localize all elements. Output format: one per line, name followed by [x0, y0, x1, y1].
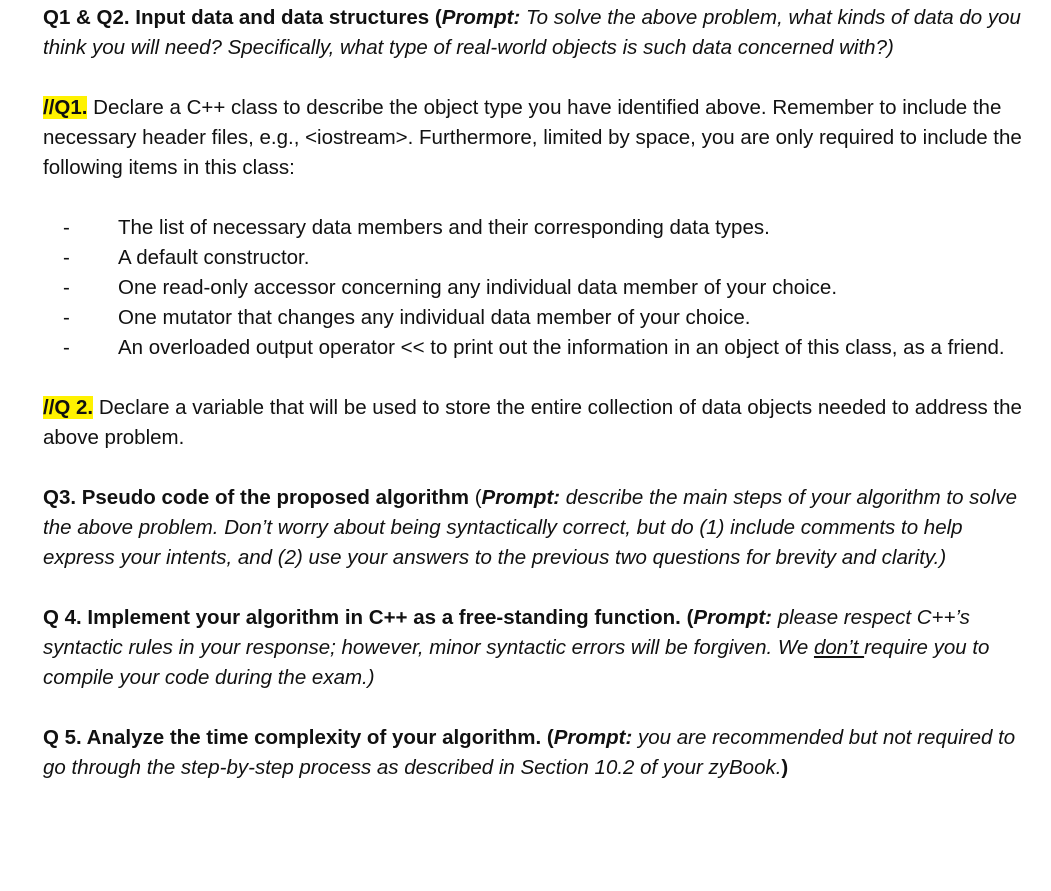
q3-title: Q3. Pseudo code of the proposed algorithm — [43, 486, 469, 509]
list-item: - One read-only accessor concerning any individual data member of your choice. — [63, 273, 1023, 303]
list-item: - A default constructor. — [63, 243, 1023, 273]
q4-title: Q 4. Implement your algorithm in C++ as a free-standing function. — [43, 606, 681, 629]
q5-prompt-text: you are recommended but not required to go through the step-by-step process as described in Section 10.2 of your zyBook. — [43, 726, 1016, 779]
q5-title: Q 5. Analyze the time complexity of your algorithm. — [43, 726, 542, 749]
q12-paren-open: ( — [434, 6, 442, 29]
q2-text: Declare a variable that will be used to store the entire collection of data objects needed to address the above problem. — [43, 396, 1022, 449]
q1-marker: //Q1. — [43, 96, 88, 119]
list-item: - The list of necessary data members and their corresponding data types. — [63, 213, 1023, 243]
list-item: - One mutator that changes any individual data member of your choice. — [63, 303, 1023, 333]
q3-prompt-text: describe the main steps of your algorithm to solve the above problem. Don’t worry about being syntactically correct, but do (1) include comments to help express your intents, and (2) use your answers to the previous two questions for brevity and clarity.) — [43, 486, 1018, 569]
q2-marker: //Q 2. — [43, 396, 94, 419]
q4-prompt-text: please respect C++’s syntactic rules in your response; however, minor syntactic errors will be forgiven. We — [43, 606, 970, 659]
q4-section — [43, 603, 1023, 693]
q12-title: Q1 & Q2. Input data and data structures — [43, 6, 430, 29]
q5-prompt-label: Prompt: — [553, 726, 633, 749]
q1-requirement-list — [43, 213, 1023, 363]
q1-section — [43, 93, 1023, 183]
q2-section — [43, 393, 1023, 453]
q3-paren-open: ( — [469, 486, 482, 509]
q4-underlined-word: don’t — [813, 636, 865, 659]
q4-prompt-label: Prompt: — [693, 606, 772, 629]
q12-section — [43, 3, 1023, 63]
q3-section — [43, 483, 1023, 573]
q12-prompt-text: To solve the above problem, what kinds of data do you think you will need? Specifically, what type of real-world objects is such data concerned with?) — [43, 6, 1021, 59]
list-item: - An overloaded output operator << to print out the information in an object of this class, as a friend. — [63, 333, 1023, 363]
q4-prompt-tail: require you to compile your code during the exam.) — [43, 636, 990, 689]
q12-prompt-label: Prompt: — [441, 6, 521, 29]
q5-paren-close: ) — [781, 756, 789, 779]
q4-paren-open: ( — [680, 606, 694, 629]
q1-text: Declare a C++ class to describe the object type you have identified above. Remember to include the necessary header files, e.g., <iostream>. Furthermore, limited by space, you are only required to include the following items in this class: — [43, 96, 1022, 179]
q5-paren-open: ( — [541, 726, 554, 749]
q3-prompt-label: Prompt: — [481, 486, 561, 509]
q5-section — [43, 723, 1023, 783]
